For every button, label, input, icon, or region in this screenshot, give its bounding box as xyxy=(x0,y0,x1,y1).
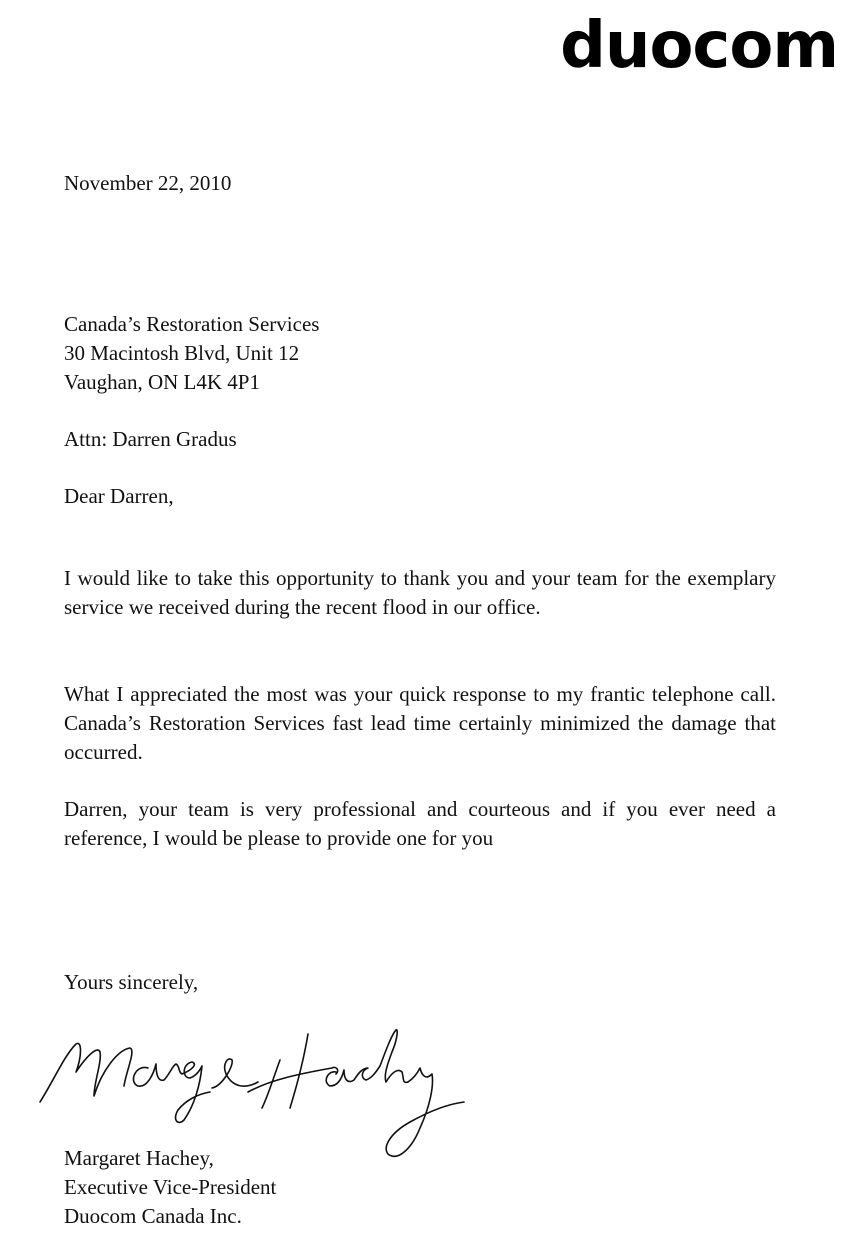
signer-title: Executive Vice-President xyxy=(64,1175,277,1199)
body-paragraph-1: I would like to take this opportunity to thank you and your team for the exemplary service we received during the recent flood in our office. xyxy=(64,566,776,619)
signer-name: Margaret Hachey, xyxy=(64,1146,214,1170)
signature-stroke-arg xyxy=(133,1062,210,1122)
attention-line: Attn: Darren Gradus xyxy=(64,427,237,451)
company-logo: duocom xyxy=(560,9,838,83)
closing: Yours sincerely, xyxy=(64,970,199,994)
recipient-company: Canada’s Restoration Services xyxy=(64,312,320,336)
recipient-address-line1: 30 Macintosh Blvd, Unit 12 xyxy=(64,341,300,365)
signature-stroke-y xyxy=(386,1068,464,1156)
recipient-address-line2: Vaughan, ON L4K 4P1 xyxy=(64,370,260,394)
body-paragraph-3: Darren, your team is very professional and courteous and if you ever need a reference, I would be please to provide one for you xyxy=(64,797,776,850)
salutation: Dear Darren, xyxy=(64,484,174,508)
signature-stroke-ach xyxy=(326,1030,408,1086)
signature-stroke-h xyxy=(248,1034,338,1108)
body-paragraph-2: What I appreciated the most was your quick response to my frantic telephone call. Canada’s Restoration Services fast lead time certainly minimized the damage that occurred. xyxy=(64,682,776,764)
signature-stroke-m xyxy=(40,1043,132,1102)
signature-stroke-loop xyxy=(212,1059,258,1088)
signer-company: Duocom Canada Inc. xyxy=(64,1204,242,1228)
handwritten-signature xyxy=(36,1016,476,1164)
letter-date: November 22, 2010 xyxy=(64,171,232,195)
